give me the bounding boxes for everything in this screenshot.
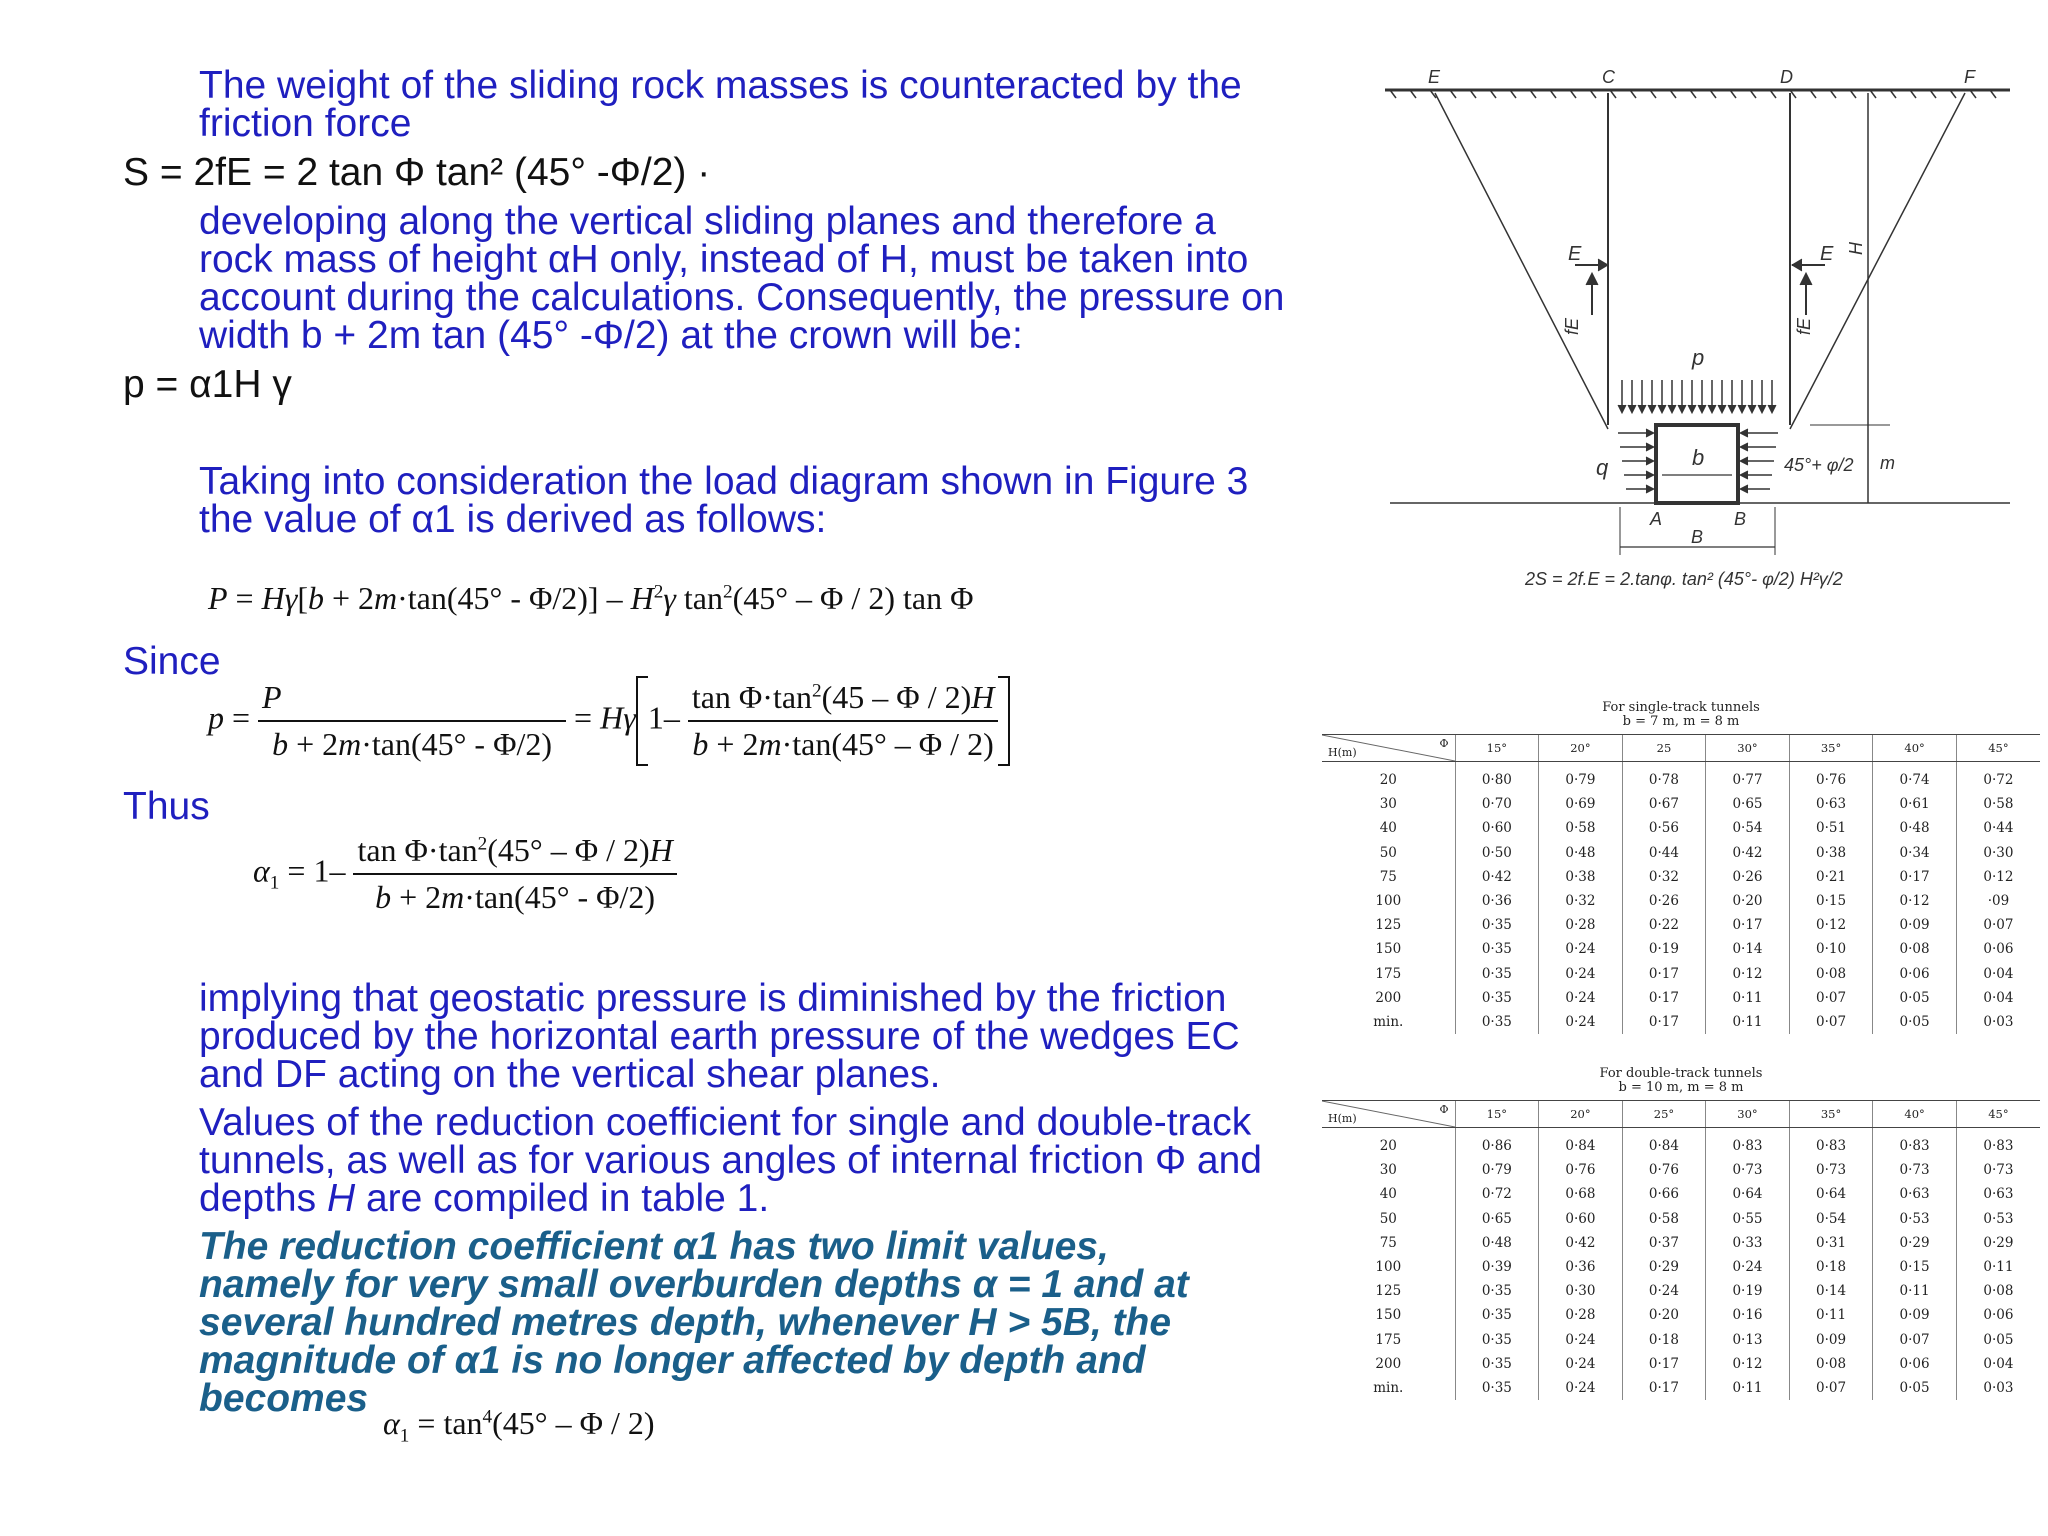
double-track-value-cell: 0·20 xyxy=(1622,1303,1706,1327)
diagram-label-H: H xyxy=(1846,242,1866,255)
double-track-value-cell: 0·29 xyxy=(1873,1231,1957,1255)
diagram-label-D: D xyxy=(1780,67,1793,87)
single-track-value-cell: 0·05 xyxy=(1873,1010,1957,1034)
single-track-row xyxy=(1322,913,2040,937)
single-track-value-cell: 0·24 xyxy=(1539,937,1623,961)
single-track-depth-cell: 75 xyxy=(1379,868,1397,885)
double-track-value-cell: 0·03 xyxy=(1956,1376,2040,1400)
single-track-value-cell: 0·06 xyxy=(1956,937,2040,961)
diagram-label-angle: 45°+ φ/2 xyxy=(1784,455,1854,475)
single-track-column-header: 15° xyxy=(1455,735,1539,762)
double-track-depth-label: H(m) xyxy=(1328,1112,1357,1125)
double-track-value-cell: 0·63 xyxy=(1956,1182,2040,1206)
double-track-value-cell: 0·06 xyxy=(1873,1352,1957,1376)
single-track-row xyxy=(1322,986,2040,1010)
diagram-label-fE-right: fE xyxy=(1794,317,1814,335)
double-track-value-cell: 0·17 xyxy=(1622,1352,1706,1376)
single-track-value-cell: 0·12 xyxy=(1873,889,1957,913)
double-track-value-cell: 0·28 xyxy=(1539,1303,1623,1327)
single-track-value-cell: 0·04 xyxy=(1956,962,2040,986)
single-track-value-cell: 0·24 xyxy=(1539,1010,1623,1034)
double-track-value-cell: 0·84 xyxy=(1622,1128,1706,1159)
double-track-value-cell: 0·06 xyxy=(1956,1303,2040,1327)
unit-pressure-equation: p = $\frac{P}{b + 2m\cdot\tan(45^\circ - \Phi/2)}$ = Hγ 1– $\frac{\tan \Phi\cdot\tan^2(45 - \Phi / 2)H}{b + 2m\cdot\tan(45^\circ - \Phi / 2)}$ xyxy=(208,676,1010,766)
double-track-value-cell: 0·39 xyxy=(1455,1255,1539,1279)
single-track-value-cell: 0·24 xyxy=(1539,986,1623,1010)
single-track-value-cell: 0·56 xyxy=(1622,816,1706,840)
single-track-value-cell: 0·35 xyxy=(1455,962,1539,986)
single-track-value-cell: 0·08 xyxy=(1789,962,1873,986)
single-track-depth-cell: 40 xyxy=(1379,820,1397,837)
double-track-depth-cell: 200 xyxy=(1375,1355,1402,1372)
single-track-value-cell: 0·48 xyxy=(1873,816,1957,840)
double-track-value-cell: 0·37 xyxy=(1622,1231,1706,1255)
single-track-value-cell: 0·76 xyxy=(1789,762,1873,793)
double-track-value-cell: 0·04 xyxy=(1956,1352,2040,1376)
single-track-column-header: 40° xyxy=(1873,735,1957,762)
alpha1-equation: $\alpha_1 = 1-$ $\frac{\tan \Phi\cdot\tan^2(45^\circ - \Phi / 2)H}{b + 2m\cdot\tan(45^\circ - \Phi/2)}$ xyxy=(253,832,677,916)
diagram-label-E-right-force: E xyxy=(1820,243,1834,265)
double-track-value-cell: 0·64 xyxy=(1706,1182,1790,1206)
double-track-params: b = 10 m, m = 8 m xyxy=(1618,1080,1744,1095)
single-track-value-cell: 0·70 xyxy=(1455,792,1539,816)
diagram-label-A: A xyxy=(1650,509,1663,529)
double-track-value-cell: 0·11 xyxy=(1706,1376,1790,1400)
double-track-value-cell: 0·48 xyxy=(1455,1231,1539,1255)
single-track-row xyxy=(1322,841,2040,865)
double-track-row xyxy=(1322,1352,2040,1376)
single-track-value-cell: 0·17 xyxy=(1873,865,1957,889)
single-track-value-cell: 0·58 xyxy=(1956,792,2040,816)
double-track-value-cell: 0·64 xyxy=(1789,1182,1873,1206)
single-track-row xyxy=(1322,762,2040,793)
double-track-value-cell: 0·83 xyxy=(1789,1128,1873,1159)
double-track-column-header: 40° xyxy=(1873,1101,1957,1128)
single-track-depth-cell: 100 xyxy=(1375,893,1402,910)
double-track-depth-cell: min. xyxy=(1373,1379,1404,1396)
diagram-friction-formula: 2S = 2f.E = 2.tanφ. tan² (45°- φ/2) H²γ/2 xyxy=(1525,569,1843,589)
single-track-value-cell: 0·17 xyxy=(1622,986,1706,1010)
double-track-depth-cell: 20 xyxy=(1379,1138,1397,1155)
single-track-value-cell: 0·12 xyxy=(1789,913,1873,937)
double-track-value-cell: 0·63 xyxy=(1873,1182,1957,1206)
double-track-depth-cell: 40 xyxy=(1379,1186,1397,1203)
single-track-value-cell: 0·58 xyxy=(1539,816,1623,840)
single-track-params: b = 7 m, m = 8 m xyxy=(1622,714,1740,729)
single-track-value-cell: 0·35 xyxy=(1455,1010,1539,1034)
diagram-label-B-width: B xyxy=(1691,527,1704,547)
double-track-value-cell: 0·24 xyxy=(1706,1255,1790,1279)
double-track-value-cell: 0·33 xyxy=(1706,1231,1790,1255)
limit-values-paragraph: The reduction coefficient α1 has two limit values, namely for very small overburden depths α = 1 and at several hundred metres depth, whenever H > 5B, the magnitude of α1 is no longer affected by depth and becomes xyxy=(199,1225,1189,1420)
single-track-column-header: 30° xyxy=(1706,735,1790,762)
double-track-value-cell: 0·24 xyxy=(1622,1279,1706,1303)
single-track-value-cell: ·09 xyxy=(1956,889,2040,913)
single-track-value-cell: 0·03 xyxy=(1956,1010,2040,1034)
tunnel-load-diagram xyxy=(1370,55,2030,615)
double-track-depth-cell: 50 xyxy=(1379,1210,1397,1227)
double-track-value-cell: 0·05 xyxy=(1956,1328,2040,1352)
single-track-value-cell: 0·06 xyxy=(1873,962,1957,986)
double-track-value-cell: 0·55 xyxy=(1706,1207,1790,1231)
double-track-value-cell: 0·86 xyxy=(1455,1128,1539,1159)
single-track-value-cell: 0·38 xyxy=(1539,865,1623,889)
single-track-column-header: 20° xyxy=(1539,735,1623,762)
single-track-value-cell: 0·05 xyxy=(1873,986,1957,1010)
double-track-value-cell: 0·35 xyxy=(1455,1376,1539,1400)
double-track-column-header: 15° xyxy=(1455,1101,1539,1128)
single-track-value-cell: 0·44 xyxy=(1622,841,1706,865)
single-track-value-cell: 0·65 xyxy=(1706,792,1790,816)
single-track-value-cell: 0·09 xyxy=(1873,913,1957,937)
single-track-row xyxy=(1322,816,2040,840)
double-track-value-cell: 0·24 xyxy=(1539,1376,1623,1400)
single-track-value-cell: 0·35 xyxy=(1455,913,1539,937)
single-track-value-cell: 0·35 xyxy=(1455,986,1539,1010)
single-track-value-cell: 0·28 xyxy=(1539,913,1623,937)
diagram-label-q: q xyxy=(1596,455,1609,480)
double-track-column-header: 20° xyxy=(1539,1101,1623,1128)
single-track-value-cell: 0·21 xyxy=(1789,865,1873,889)
single-track-value-cell: 0·11 xyxy=(1706,1010,1790,1034)
double-track-value-cell: 0·13 xyxy=(1706,1328,1790,1352)
single-track-value-cell: 0·17 xyxy=(1622,1010,1706,1034)
double-track-value-cell: 0·30 xyxy=(1539,1279,1623,1303)
single-track-row xyxy=(1322,889,2040,913)
double-track-value-cell: 0·07 xyxy=(1873,1328,1957,1352)
diagram-label-E: E xyxy=(1428,67,1441,87)
double-track-row xyxy=(1322,1158,2040,1182)
single-track-value-cell: 0·42 xyxy=(1706,841,1790,865)
diagram-label-C: C xyxy=(1602,67,1615,87)
double-track-value-cell: 0·18 xyxy=(1789,1255,1873,1279)
single-track-row xyxy=(1322,1010,2040,1034)
double-track-row xyxy=(1322,1128,2040,1159)
double-track-value-cell: 0·16 xyxy=(1706,1303,1790,1327)
load-diagram-paragraph: Taking into consideration the load diagram shown in Figure 3 the value of α1 is derived as follows: xyxy=(199,460,1249,541)
double-track-value-cell: 0·09 xyxy=(1789,1328,1873,1352)
single-track-row xyxy=(1322,792,2040,816)
double-track-row xyxy=(1322,1255,2040,1279)
double-track-depth-cell: 75 xyxy=(1379,1234,1397,1251)
double-track-row xyxy=(1322,1376,2040,1400)
single-track-depth-cell: 200 xyxy=(1375,989,1402,1006)
double-track-value-cell: 0·14 xyxy=(1789,1279,1873,1303)
single-track-row xyxy=(1322,865,2040,889)
single-track-depth-cell: 50 xyxy=(1379,844,1397,861)
single-track-value-cell: 0·07 xyxy=(1956,913,2040,937)
single-track-depth-cell: 150 xyxy=(1375,941,1402,958)
double-track-value-cell: 0·35 xyxy=(1455,1328,1539,1352)
double-track-value-cell: 0·09 xyxy=(1873,1303,1957,1327)
single-track-value-cell: 0·67 xyxy=(1622,792,1706,816)
double-track-value-cell: 0·79 xyxy=(1455,1158,1539,1182)
single-track-value-cell: 0·80 xyxy=(1455,762,1539,793)
double-track-value-cell: 0·07 xyxy=(1789,1376,1873,1400)
single-track-value-cell: 0·77 xyxy=(1706,762,1790,793)
single-track-value-cell: 0·74 xyxy=(1873,762,1957,793)
double-track-value-cell: 0·29 xyxy=(1956,1231,2040,1255)
double-track-value-cell: 0·76 xyxy=(1622,1158,1706,1182)
double-track-value-cell: 0·53 xyxy=(1873,1207,1957,1231)
double-track-row xyxy=(1322,1207,2040,1231)
double-track-column-header: 25° xyxy=(1622,1101,1706,1128)
single-track-value-cell: 0·51 xyxy=(1789,816,1873,840)
single-track-value-cell: 0·32 xyxy=(1539,889,1623,913)
double-track-value-cell: 0·73 xyxy=(1789,1158,1873,1182)
diagram-label-fE-left: fE xyxy=(1562,317,1582,335)
double-track-value-cell: 0·11 xyxy=(1873,1279,1957,1303)
single-track-depth-cell: 20 xyxy=(1379,772,1397,789)
double-track-value-cell: 0·35 xyxy=(1455,1279,1539,1303)
single-track-row xyxy=(1322,937,2040,961)
single-track-value-cell: 0·72 xyxy=(1956,762,2040,793)
single-track-value-cell: 0·04 xyxy=(1956,986,2040,1010)
friction-force-equation: S = 2fE = 2 tan Φ tan² (45° -Φ/2) · xyxy=(123,151,711,194)
single-track-value-cell: 0·36 xyxy=(1455,889,1539,913)
double-track-value-cell: 0·17 xyxy=(1622,1376,1706,1400)
double-track-value-cell: 0·35 xyxy=(1455,1352,1539,1376)
double-track-value-cell: 0·53 xyxy=(1956,1207,2040,1231)
double-track-column-header: 30° xyxy=(1706,1101,1790,1128)
double-track-value-cell: 0·84 xyxy=(1539,1128,1623,1159)
table-reference-paragraph: Values of the reduction coefficient for single and double-track tunnels, as well as for various angles of internal friction Φ and depths H are compiled in table 1. xyxy=(199,1101,1262,1220)
double-track-value-cell: 0·24 xyxy=(1539,1352,1623,1376)
double-track-value-cell: 0·12 xyxy=(1706,1352,1790,1376)
double-track-value-cell: 0·42 xyxy=(1539,1231,1623,1255)
double-track-depth-cell: 175 xyxy=(1375,1331,1402,1348)
single-track-value-cell: 0·08 xyxy=(1873,937,1957,961)
double-track-phi-label: Φ xyxy=(1439,1103,1449,1116)
double-track-value-cell: 0·11 xyxy=(1789,1303,1873,1327)
single-track-value-cell: 0·14 xyxy=(1706,937,1790,961)
double-track-row xyxy=(1322,1303,2040,1327)
double-track-value-cell: 0·18 xyxy=(1622,1328,1706,1352)
single-track-value-cell: 0·12 xyxy=(1706,962,1790,986)
single-track-value-cell: 0·26 xyxy=(1622,889,1706,913)
single-track-value-cell: 0·35 xyxy=(1455,937,1539,961)
double-track-row xyxy=(1322,1328,2040,1352)
single-track-table xyxy=(1322,694,2040,1037)
double-track-caption: For double-track tunnels xyxy=(1599,1066,1763,1081)
single-track-column-header: 25 xyxy=(1622,735,1706,762)
single-track-row xyxy=(1322,962,2040,986)
double-track-value-cell: 0·76 xyxy=(1539,1158,1623,1182)
double-track-value-cell: 0·05 xyxy=(1873,1376,1957,1400)
thus-label: Thus xyxy=(123,785,210,828)
double-track-value-cell: 0·36 xyxy=(1539,1255,1623,1279)
single-track-value-cell: 0·44 xyxy=(1956,816,2040,840)
double-track-value-cell: 0·73 xyxy=(1706,1158,1790,1182)
single-track-depth-cell: 30 xyxy=(1379,796,1397,813)
double-track-value-cell: 0·68 xyxy=(1539,1182,1623,1206)
single-track-depth-label: H(m) xyxy=(1328,746,1357,759)
double-track-value-cell: 0·24 xyxy=(1539,1328,1623,1352)
double-track-value-cell: 0·83 xyxy=(1873,1128,1957,1159)
single-track-value-cell: 0·11 xyxy=(1706,986,1790,1010)
single-track-value-cell: 0·48 xyxy=(1539,841,1623,865)
double-track-depth-cell: 125 xyxy=(1375,1283,1402,1300)
double-track-value-cell: 0·60 xyxy=(1539,1207,1623,1231)
single-track-depth-cell: 175 xyxy=(1375,965,1402,982)
single-track-value-cell: 0·15 xyxy=(1789,889,1873,913)
single-track-column-header: 45° xyxy=(1956,735,2040,762)
single-track-value-cell: 0·26 xyxy=(1706,865,1790,889)
double-track-value-cell: 0·72 xyxy=(1455,1182,1539,1206)
single-track-value-cell: 0·24 xyxy=(1539,962,1623,986)
single-track-value-cell: 0·50 xyxy=(1455,841,1539,865)
single-track-phi-label: Φ xyxy=(1439,737,1449,750)
crown-pressure-equation: p = α1H γ xyxy=(123,363,292,406)
single-track-value-cell: 0·54 xyxy=(1706,816,1790,840)
double-track-depth-cell: 150 xyxy=(1375,1307,1402,1324)
diagram-label-B-corner: B xyxy=(1734,509,1747,529)
double-track-value-cell: 0·31 xyxy=(1789,1231,1873,1255)
single-track-value-cell: 0·38 xyxy=(1789,841,1873,865)
double-track-column-header: 35° xyxy=(1789,1101,1873,1128)
double-track-value-cell: 0·54 xyxy=(1789,1207,1873,1231)
single-track-value-cell: 0·07 xyxy=(1789,986,1873,1010)
double-track-depth-cell: 30 xyxy=(1379,1162,1397,1179)
geostatic-paragraph: implying that geostatic pressure is diminished by the friction produced by the horizontal earth pressure of the wedges EC and DF acting on the vertical shear planes. xyxy=(199,977,1240,1096)
double-track-value-cell: 0·15 xyxy=(1873,1255,1957,1279)
single-track-value-cell: 0·20 xyxy=(1706,889,1790,913)
single-track-corner-header xyxy=(1322,735,1455,762)
intro-paragraph: The weight of the sliding rock masses is counteracted by the friction force xyxy=(199,64,1242,145)
single-track-value-cell: 0·42 xyxy=(1455,865,1539,889)
double-track-corner-header xyxy=(1322,1101,1455,1128)
double-track-value-cell: 0·58 xyxy=(1622,1207,1706,1231)
double-track-value-cell: 0·35 xyxy=(1455,1303,1539,1327)
single-track-depth-cell: 125 xyxy=(1375,917,1402,934)
single-track-value-cell: 0·17 xyxy=(1622,962,1706,986)
single-track-caption: For single-track tunnels xyxy=(1602,700,1760,715)
diagram-label-m: m xyxy=(1880,453,1895,473)
diagram-label-b: b xyxy=(1692,445,1705,470)
single-track-value-cell: 0·78 xyxy=(1622,762,1706,793)
double-track-value-cell: 0·11 xyxy=(1956,1255,2040,1279)
single-track-value-cell: 0·19 xyxy=(1622,937,1706,961)
single-track-value-cell: 0·10 xyxy=(1789,937,1873,961)
double-track-column-header: 45° xyxy=(1956,1101,2040,1128)
single-track-value-cell: 0·60 xyxy=(1455,816,1539,840)
double-track-value-cell: 0·08 xyxy=(1956,1279,2040,1303)
double-track-table xyxy=(1322,1060,2040,1415)
single-track-value-cell: 0·79 xyxy=(1539,762,1623,793)
double-track-row xyxy=(1322,1231,2040,1255)
single-track-column-header: 35° xyxy=(1789,735,1873,762)
single-track-value-cell: 0·34 xyxy=(1873,841,1957,865)
single-track-value-cell: 0·12 xyxy=(1956,865,2040,889)
double-track-row xyxy=(1322,1279,2040,1303)
double-track-row xyxy=(1322,1182,2040,1206)
double-track-value-cell: 0·73 xyxy=(1956,1158,2040,1182)
single-track-depth-cell: min. xyxy=(1373,1013,1404,1030)
single-track-value-cell: 0·17 xyxy=(1706,913,1790,937)
double-track-value-cell: 0·66 xyxy=(1622,1182,1706,1206)
double-track-value-cell: 0·83 xyxy=(1706,1128,1790,1159)
single-track-value-cell: 0·30 xyxy=(1956,841,2040,865)
diagram-label-E-left-force: E xyxy=(1568,243,1582,265)
since-label: Since xyxy=(123,640,221,683)
total-load-equation: $P = H\gamma[b + 2m\cdot\tan(45^\circ - \Phi/2)] - H^2\gamma$ $\tan^2(45^\circ$ – Φ / 2) tan Φ xyxy=(208,580,974,616)
single-track-value-cell: 0·61 xyxy=(1873,792,1957,816)
double-track-value-cell: 0·73 xyxy=(1873,1158,1957,1182)
double-track-value-cell: 0·19 xyxy=(1706,1279,1790,1303)
diagram-label-F: F xyxy=(1964,67,1975,87)
double-track-value-cell: 0·29 xyxy=(1622,1255,1706,1279)
single-track-value-cell: 0·63 xyxy=(1789,792,1873,816)
double-track-value-cell: 0·83 xyxy=(1956,1128,2040,1159)
alpha1-limit-equation: $\alpha_1 = \tan^4(45^\circ - \Phi / 2)$ xyxy=(383,1405,655,1447)
single-track-value-cell: 0·32 xyxy=(1622,865,1706,889)
single-track-value-cell: 0·69 xyxy=(1539,792,1623,816)
sliding-planes-paragraph: developing along the vertical sliding planes and therefore a rock mass of height αH only, instead of H, must be taken into account during the calculations. Consequently, the pressure on width b + 2m tan (45° -Φ/2) at the crown will be: xyxy=(199,200,1285,357)
double-track-value-cell: 0·65 xyxy=(1455,1207,1539,1231)
single-track-value-cell: 0·07 xyxy=(1789,1010,1873,1034)
diagram-label-p: p xyxy=(1692,345,1705,370)
single-track-value-cell: 0·22 xyxy=(1622,913,1706,937)
double-track-depth-cell: 100 xyxy=(1375,1259,1402,1276)
double-track-value-cell: 0·08 xyxy=(1789,1352,1873,1376)
